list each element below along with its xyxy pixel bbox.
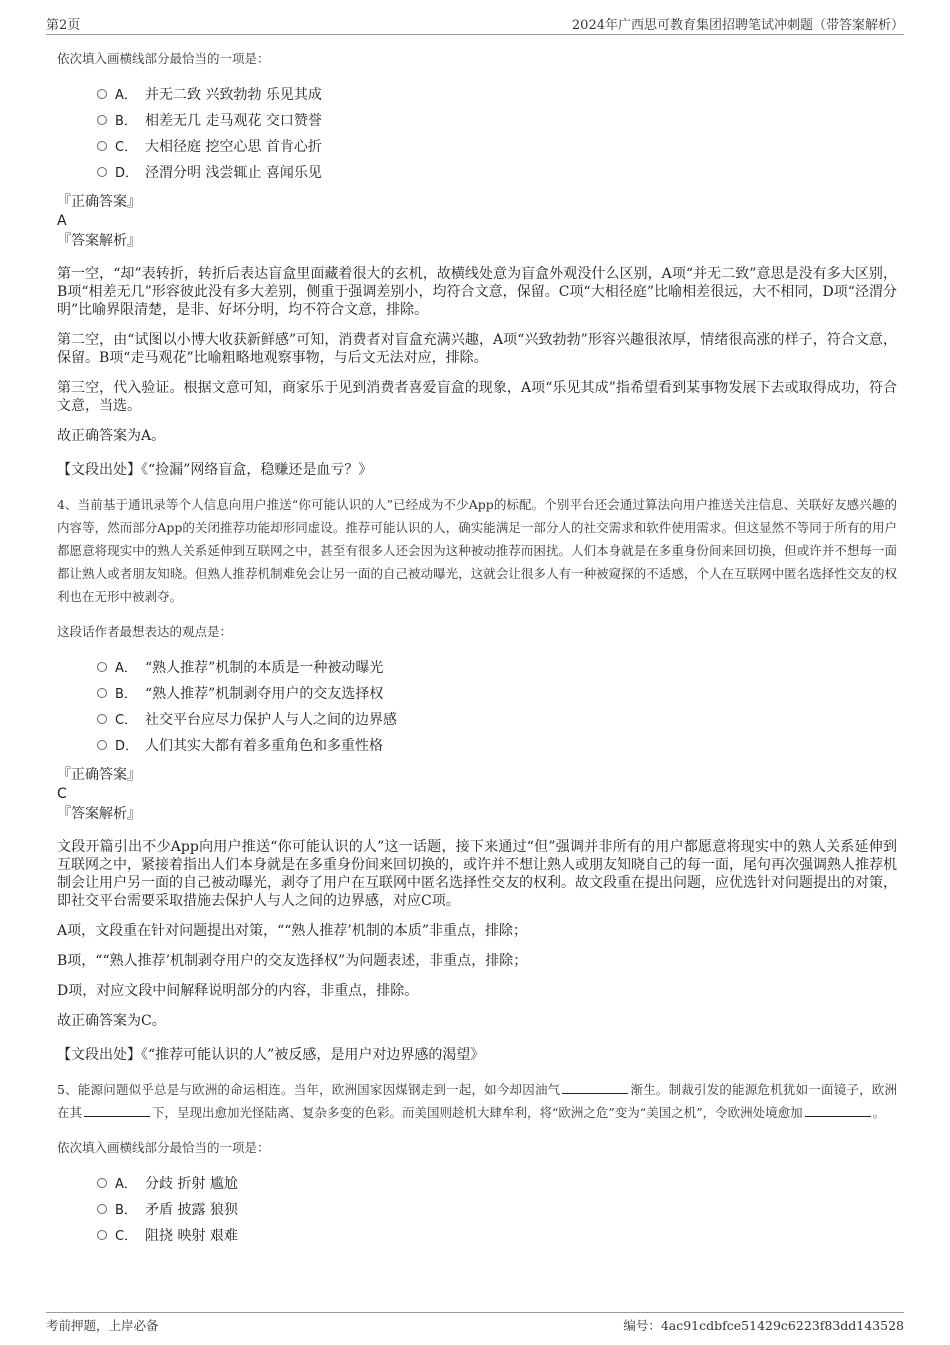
footer-slogan: 考前押题，上岸必备 (46, 1318, 159, 1333)
q3-prompt: 依次填入画横线部分最恰当的一项是： (57, 51, 270, 66)
q4-options (57, 655, 897, 759)
footer-serial: 编号：4ac91cdbfce51429c6223f83dd143528 (623, 1318, 904, 1333)
page-footer (46, 1312, 904, 1335)
radio-icon[interactable] (97, 740, 107, 750)
q4-option-a[interactable]: A． “熟人推荐”机制的本质是一种被动曝光 (97, 655, 897, 681)
q3-option-b[interactable]: B． 相差无几 走马观花 交口赞誉 (97, 108, 897, 134)
radio-icon[interactable] (97, 167, 107, 177)
q4-prompt: 这段话作者最想表达的观点是： (57, 624, 233, 639)
radio-icon[interactable] (97, 688, 107, 698)
q3-answer: A (57, 213, 67, 229)
q4-text: 4、当前基于通讯录等个人信息向用户推送“你可能认识的人”已经成为不少App的标配。个别平台还会通过算法向用户推送关注信息、关联好友感兴趣的内容等，然而部分App的关闭推荐功能却形同虚设。推荐可能认识的人，确实能满足一部分人的社交需求和软件使用需求。但这显然不等同于所有的用户都愿意将现实中的熟人关系延伸到互联网之中，甚至有很多人还会因为这种被动推荐而困扰。人们本身就是在多重身份间来回切换，但或许并不想每一面都让熟人或者朋友知晓。但熟人推荐机制难免会让另一面的自己被动曝光，这就会让很多人有一种被窥探的不适感，个人在互联网中匿名选择性交友的权利也在无形中被剥夺。 (57, 497, 897, 604)
q5-option-c[interactable]: C． 阻挠 映射 艰难 (97, 1223, 897, 1249)
q3-option-a[interactable]: A． 并无二致 兴致勃勃 乐见其成 (97, 82, 897, 108)
q4-source: 【文段出处】《“推荐可能认识的人”被反感，是用户对边界感的渴望》 (57, 1047, 485, 1063)
q4-option-c[interactable]: C． 社交平台应尽力保护人与人之间的边界感 (97, 707, 897, 733)
document-title: 2024年广西思可教育集团招聘笔试冲刺题（带答案解析） (571, 18, 904, 33)
q3-analysis-1: 第一空，“却”表转折，转折后表达盲盒里面藏着很大的玄机，故横线处意为盲盒外观没什么区别，A项“并无二致”意思是没有多大区别，B项“相差无几”形容彼此没有多大差别，侧重于强调差别小，均符合文意，保留。C项“大相径庭”比喻相差很远，大不相同，D项“泾渭分明”比喻界限清楚，是非、好坏分明，均不符合文意，排除。 (57, 266, 897, 318)
q5-option-a[interactable]: A． 分歧 折射 尴尬 (97, 1171, 897, 1197)
blank-line (562, 1081, 628, 1094)
radio-icon[interactable] (97, 1204, 107, 1214)
radio-icon[interactable] (97, 115, 107, 125)
radio-icon[interactable] (97, 714, 107, 724)
q3-option-d[interactable]: D． 泾渭分明 浅尝辄止 喜闻乐见 (97, 160, 897, 186)
q5-options (57, 1171, 897, 1249)
blank-line (805, 1104, 871, 1117)
q4-analysis-3: B项，““熟人推荐’机制剥夺用户的交友选择权”为问题表述，非重点，排除； (57, 953, 528, 969)
q3-options (57, 82, 897, 186)
radio-icon[interactable] (97, 1230, 107, 1240)
q3-analysis-label: 『答案解析』 (57, 233, 141, 249)
q4-option-d[interactable]: D． 人们其实大都有着多重角色和多重性格 (97, 733, 897, 759)
q5-option-b[interactable]: B． 矛盾 披露 狼狈 (97, 1197, 897, 1223)
q3-source: 【文段出处】《“捡漏”网络盲盒，稳赚还是血亏？》 (57, 462, 373, 478)
q3-answer-label: 『正确答案』 (57, 194, 141, 210)
q3-option-c[interactable]: C． 大相径庭 挖空心思 首肯心折 (97, 134, 897, 160)
q4-analysis-5: 故正确答案为C。 (57, 1013, 166, 1029)
q4-analysis-2: A项，文段重在针对问题提出对策，““熟人推荐’机制的本质”非重点，排除； (57, 923, 528, 939)
q4-option-b[interactable]: B． “熟人推荐”机制剥夺用户的交友选择权 (97, 681, 897, 707)
radio-icon[interactable] (97, 141, 107, 151)
q4-answer-label: 『正确答案』 (57, 767, 141, 783)
q3-analysis-2: 第二空，由“试图以小博大收获新鲜感”可知，消费者对盲盒充满兴趣，A项“兴致勃勃”形容兴趣很浓厚，情绪很高涨的样子，符合文意，保留。B项“走马观花”比喻粗略地观察事物，与后文无法对应，排除。 (57, 332, 897, 366)
q5-text: 5、能源问题似乎总是与欧洲的命运相连。当年，欧洲国家因煤钢走到一起，如今却因油气 渐生。制裁引发的能源危机犹如一面镜子，欧洲在其 下，呈现出愈加光怪陆离、复杂多变的色彩。而美国则趁机大肆牟利，将“欧洲之危”变为“美国之机”，令欧洲处境愈加 。 (57, 1082, 897, 1120)
q3-analysis-4: 故正确答案为A。 (57, 428, 166, 444)
page-header (46, 14, 904, 35)
q4-analysis-4: D项，对应文段中间解释说明部分的内容，非重点，排除。 (57, 983, 419, 999)
q4-answer: C (57, 786, 67, 802)
blank-line (84, 1104, 150, 1117)
q4-analysis-1: 文段开篇引出不少App向用户推送“你可能认识的人”这一话题，接下来通过“但”强调并非所有的用户都愿意将现实中的熟人关系延伸到互联网之中，紧接着指出人们本身就是在多重身份间来回切换的，或许并不想让熟人或朋友知晓自己的每一面，尾句再次强调熟人推荐机制会让用户另一面的自己被动曝光，剥夺了用户在互联网中匿名选择性交友的权利。故文段重在提出问题，应优选针对问题提出的对策，即社交平台需要采取措施去保护人与人之间的边界感，对应C项。 (57, 839, 897, 909)
radio-icon[interactable] (97, 662, 107, 672)
radio-icon[interactable] (97, 1178, 107, 1188)
q3-analysis-3: 第三空，代入验证。根据文意可知，商家乐于见到消费者喜爱盲盒的现象，A项“乐见其成”指希望看到某事物发展下去或取得成功，符合文意，当选。 (57, 380, 897, 414)
document-body (57, 47, 897, 1255)
page-number: 第2页 (46, 18, 81, 33)
radio-icon[interactable] (97, 89, 107, 99)
q4-analysis-label: 『答案解析』 (57, 806, 141, 822)
q5-prompt: 依次填入画横线部分最恰当的一项是： (57, 1140, 270, 1155)
